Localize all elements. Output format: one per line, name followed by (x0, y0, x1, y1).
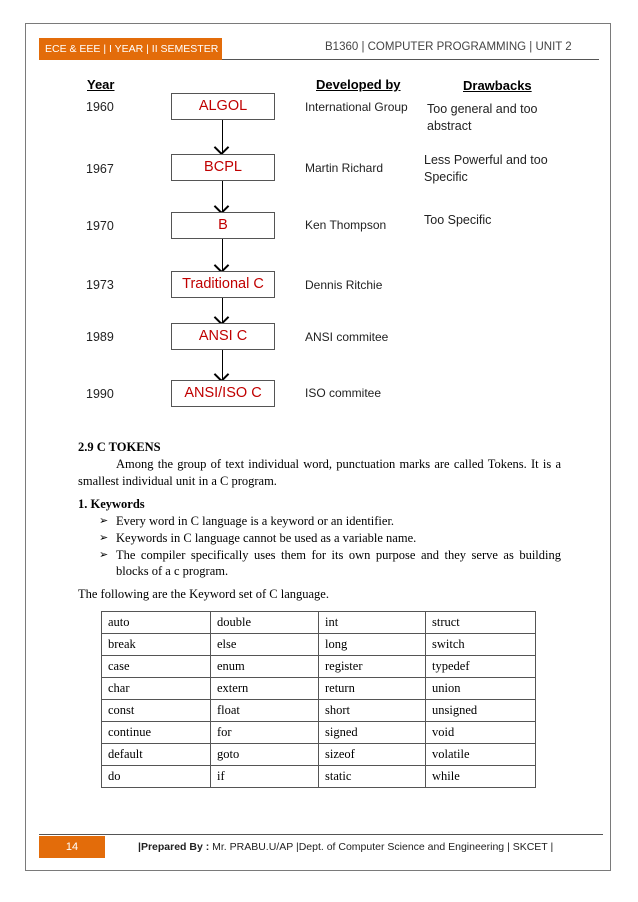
developer-label: Dennis Ritchie (305, 278, 383, 292)
drawback-label: Too general and too abstract (427, 102, 538, 133)
table-cell: void (426, 722, 536, 744)
keyword-table (101, 611, 536, 788)
table-row (102, 722, 536, 744)
table-cell: char (102, 678, 211, 700)
tokens-paragraph (78, 456, 561, 490)
developer-label: International Group (305, 100, 408, 114)
developer-label: Ken Thompson (305, 218, 387, 232)
table-row (102, 766, 536, 788)
list-item-text: Every word in C language is a keyword or an identifier. (116, 514, 395, 528)
table-cell: if (211, 766, 319, 788)
table-cell: switch (426, 634, 536, 656)
table-cell: static (319, 766, 426, 788)
drawback-label: Too Specific (424, 213, 492, 227)
table-cell: return (319, 678, 426, 700)
keyword-bullet-list (99, 513, 561, 580)
table-cell: typedef (426, 656, 536, 678)
section-title-tokens: 2.9 C TOKENS (78, 440, 161, 454)
keyword-table-intro: The following are the Keyword set of C language. (78, 587, 329, 601)
down-arrow-icon (222, 181, 223, 211)
column-head-year: Year (87, 77, 115, 92)
developer-label: ISO commitee (305, 386, 382, 400)
table-cell: double (211, 612, 319, 634)
table-row (102, 656, 536, 678)
table-row (102, 700, 536, 722)
table-cell: default (102, 744, 211, 766)
table-cell: const (102, 700, 211, 722)
header-course-title: B1360 | COMPUTER PROGRAMMING | UNIT 2 (325, 41, 572, 53)
tokens-paragraph-text: Among the group of text individual word, punctuation marks are called Tokens. It is a smallest individual unit in a C program. (78, 457, 561, 488)
table-cell: extern (211, 678, 319, 700)
table-cell: volatile (426, 744, 536, 766)
down-arrow-icon (222, 350, 223, 379)
table-cell: case (102, 656, 211, 678)
table-cell: else (211, 634, 319, 656)
table-cell: auto (102, 612, 211, 634)
table-row (102, 612, 536, 634)
arrow-bullet-icon: ➢ (99, 514, 109, 527)
language-box: ANSI/ISO C (171, 380, 275, 407)
table-cell: for (211, 722, 319, 744)
arrow-bullet-icon: ➢ (99, 548, 109, 561)
table-cell: float (211, 700, 319, 722)
language-box: BCPL (171, 154, 275, 181)
language-box: B (171, 212, 275, 239)
table-cell: continue (102, 722, 211, 744)
list-item (99, 530, 561, 546)
footer-prepared-label: |Prepared By : (138, 841, 210, 853)
table-cell: enum (211, 656, 319, 678)
table-cell: struct (426, 612, 536, 634)
table-cell: int (319, 612, 426, 634)
list-item (99, 513, 561, 529)
language-box: Traditional C (171, 271, 275, 298)
list-item-text: The compiler specifically uses them for its own purpose and they serve as building blocks of a c program. (116, 548, 561, 578)
table-row (102, 678, 536, 700)
table-cell: short (319, 700, 426, 722)
developer-label: Martin Richard (305, 161, 384, 175)
footer-divider (39, 834, 603, 835)
table-cell: do (102, 766, 211, 788)
table-cell: long (319, 634, 426, 656)
year-label: 1970 (86, 219, 114, 233)
language-box: ANSI C (171, 323, 275, 350)
down-arrow-icon (222, 120, 223, 152)
year-label: 1990 (86, 387, 114, 401)
table-cell: sizeof (319, 744, 426, 766)
table-cell: union (426, 678, 536, 700)
list-item (99, 547, 561, 579)
year-label: 1989 (86, 330, 114, 344)
table-cell: signed (319, 722, 426, 744)
language-box: ALGOL (171, 93, 275, 120)
table-cell: while (426, 766, 536, 788)
table-row (102, 634, 536, 656)
year-label: 1973 (86, 278, 114, 292)
arrow-bullet-icon: ➢ (99, 531, 109, 544)
table-cell: goto (211, 744, 319, 766)
page-number: 14 (39, 836, 105, 858)
table-cell: unsigned (426, 700, 536, 722)
developer-label: ANSI commitee (305, 330, 389, 344)
table-row (102, 744, 536, 766)
column-head-drawbacks: Drawbacks (463, 78, 532, 93)
footer-credits (138, 841, 553, 853)
table-cell: break (102, 634, 211, 656)
table-cell: register (319, 656, 426, 678)
footer-prepared-text: Mr. PRABU.U/AP |Dept. of Computer Science and Engineering | SKCET | (209, 841, 554, 853)
year-label: 1967 (86, 162, 114, 176)
down-arrow-icon (222, 239, 223, 270)
list-item-text: Keywords in C language cannot be used as a variable name. (116, 531, 417, 545)
year-label: 1960 (86, 100, 114, 114)
drawback-label: Less Powerful and too Specific (424, 153, 548, 184)
header-course-badge: ECE & EEE | I YEAR | II SEMESTER (39, 38, 222, 60)
section-title-keywords: 1. Keywords (78, 497, 145, 511)
header-divider (222, 59, 599, 60)
down-arrow-icon (222, 298, 223, 322)
column-head-developed-by: Developed by (316, 77, 401, 92)
